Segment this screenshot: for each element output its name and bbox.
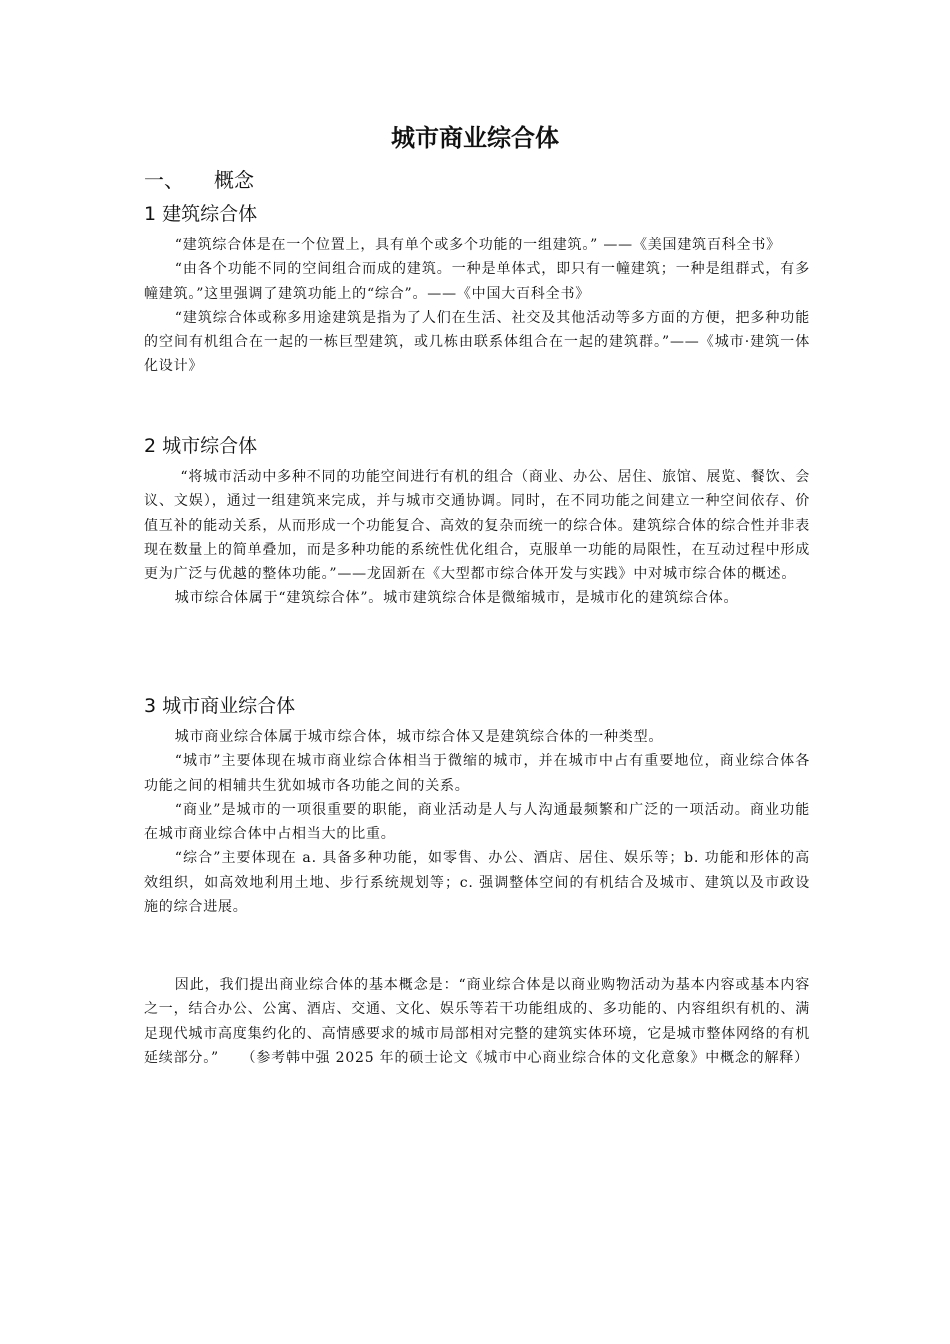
paragraph: “商业”是城市的一项很重要的职能，商业活动是人与人沟通最频繁和广泛的一项活动。商业功能在城市商业综合体中占相当大的比重。 [144,801,810,843]
conclusion-text [144,973,810,1070]
paragraph: 城市综合体属于“建筑综合体”。城市建筑综合体是微缩城市，是城市化的建筑综合体。 [174,590,739,607]
paragraph: 城市商业综合体属于城市综合体，城市综合体又是建筑综合体的一种类型。 [174,729,664,745]
section-number: 一、 [144,168,184,192]
subheading-building-complex: 1 建筑综合体 [144,203,258,225]
section-heading-text: 概念 [214,168,254,192]
subheading-urban-commercial-complex: 3 城市商业综合体 [144,695,296,717]
page-title: 城市商业综合体 [391,124,559,152]
paragraph: “由各个功能不同的空间组合而成的建筑。一种是单体式，即只有一幢建筑；一种是组群式，有多幢建筑。”这里强调了建筑功能上的“综合”。——《中国大百科全书》 [144,261,810,302]
paragraph: “城市”主要体现在城市商业综合体相当于微缩的城市，并在城市中占有重要地位，商业综合体各功能之间的相辅共生犹如城市各功能之间的关系。 [144,753,810,794]
paragraph: “建筑综合体或称多用途建筑是指为了人们在生活、社交及其他活动等多方面的方便，把多种功能的空间有机组合在一起的一栋巨型建筑，或几栋由联系体组合在一起的建筑群。”——《城市·建筑一体化设计》 [144,309,810,375]
urban-complex-text [144,465,810,611]
section-heading-concept [144,166,254,194]
subheading-urban-complex: 2 城市综合体 [144,435,258,457]
urban-commercial-complex-text [144,725,810,919]
paragraph: “建筑综合体是在一个位置上，具有单个或多个功能的一组建筑。” ——《美国建筑百科全书》 [174,237,781,253]
paragraph: 因此，我们提出商业综合体的基本概念是：“商业综合体是以商业购物活动为基本内容或基本内容之一，结合办公、公寓、酒店、交通、文化、娱乐等若干功能组成的、多功能的、内容组织有机的、满足现代城市高度集约化的、高情感要求的城市局部相对完整的建筑实体环境，它是城市整体网络的有机延续部分。” （参考韩中强 2025 年的硕士论文《城市中心商业综合体的文化意象》中概念的解释） [144,977,810,1066]
building-complex-text [144,233,810,379]
paragraph: “将城市活动中多种不同的功能空间进行有机的组合（商业、办公、居住、旅馆、展览、餐饮、会议、文娱），通过一组建筑来完成，并与城市交通协调。同时，在不同功能之间建立一种空间依存、价值互补的能动关系，从而形成一个功能复合、高效的复杂而统一的综合体。建筑综合体的综合性并非表现在数量上的简单叠加，而是多种功能的系统性优化组合，克服单一功能的局限性，在互动过程中形成更为广泛与优越的整体功能。”——龙固新在《大型都市综合体开发与实践》中对城市综合体的概述。 [144,469,810,583]
paragraph: “综合”主要体现在 a. 具备多种功能，如零售、办公、酒店、居住、娱乐等；b. 功能和形体的高效组织，如高效地利用土地、步行系统规划等；c. 强调整体空间的有机结合及城市、建筑以及市政设施的综合进展。 [144,850,810,916]
